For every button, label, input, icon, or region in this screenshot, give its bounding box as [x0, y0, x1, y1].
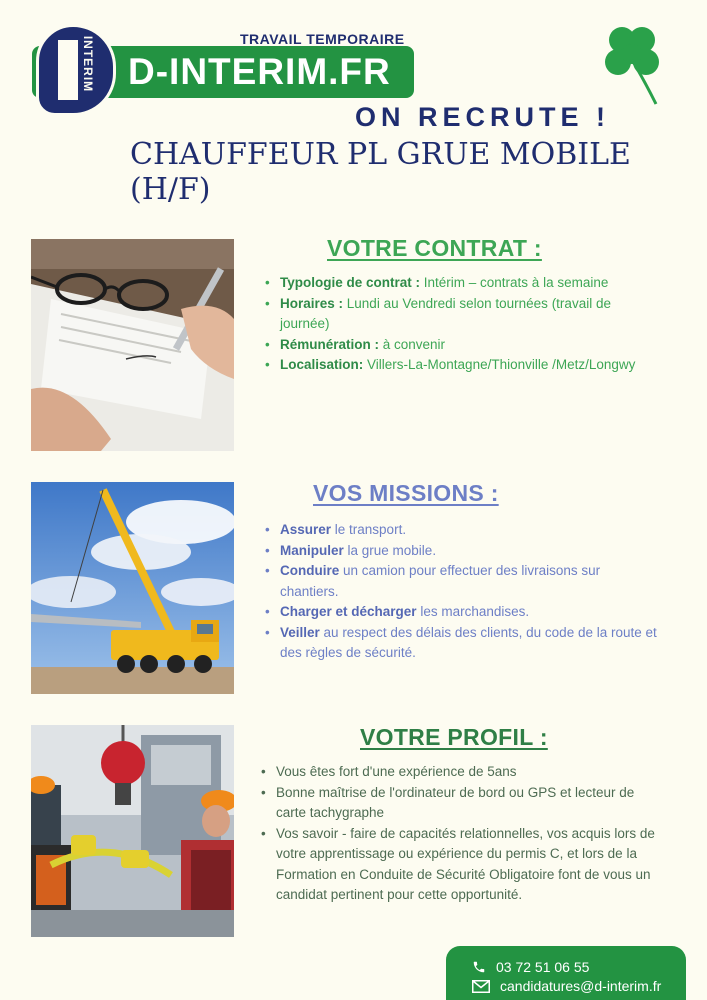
mail-icon — [472, 980, 490, 993]
list-item: • Vos savoir - faire de capacités relationnelles, vos acquis lors de votre apprentissage ou expérience du permis C, et lors de la Formation en Conduite de Sécurité Obligatoire font de vous un candidat pertinent pour cette opportunité. — [258, 824, 658, 906]
list-item: • Horaires : Lundi au Vendredi selon tournées (travail de journée) — [262, 294, 662, 335]
missions-section-title: VOS MISSIONS : — [313, 480, 499, 506]
missions-list — [262, 520, 662, 664]
list-item: • Bonne maîtrise de l'ordinateur de bord ou GPS et lecteur de carte tachygraphe — [258, 783, 658, 824]
list-item: • Veiller au respect des délais des clients, du code de la route et des règles de sécurité. — [262, 623, 662, 664]
logo-badge-text: INTERIM — [81, 35, 95, 93]
logo-brand: D-INTERIM.FR — [128, 51, 391, 92]
list-item: • Assurer le transport. — [262, 520, 662, 541]
contract-list — [262, 273, 662, 376]
recruit-heading: ON RECRUTE ! — [355, 102, 610, 132]
email-address: candidatures@d-interim.fr — [500, 978, 662, 994]
job-title: CHAUFFEUR PL GRUE MOBILE (H/F) — [130, 137, 631, 207]
list-item: • Manipuler la grue mobile. — [262, 541, 662, 562]
profile-list — [258, 762, 658, 906]
list-item: • Rémunération : à convenir — [262, 335, 662, 356]
list-item: • Charger et décharger les marchandises. — [262, 602, 662, 623]
clover-icon — [596, 18, 668, 108]
list-item: • Typologie de contrat : Intérim – contrats à la semaine — [262, 273, 662, 294]
contract-section-title: VOTRE CONTRAT : — [327, 235, 542, 261]
logo-tagline: TRAVAIL TEMPORAIRE — [240, 31, 405, 47]
profile-section-title: VOTRE PROFIL : — [360, 724, 548, 750]
list-item: • Localisation: Villers-La-Montagne/Thionville /Metz/Longwy — [262, 355, 662, 376]
contact-email[interactable] — [472, 978, 661, 994]
phone-number: 03 72 51 06 55 — [496, 959, 590, 975]
mobile-crane-photo — [31, 482, 234, 694]
contact-phone[interactable] — [472, 959, 589, 975]
workers-lifting-photo — [31, 725, 234, 937]
list-item: • Conduire un camion pour effectuer des livraisons sur chantiers. — [262, 561, 662, 602]
phone-icon — [472, 960, 486, 974]
contract-signing-photo — [31, 239, 234, 451]
list-item: • Vous êtes fort d'une expérience de 5ans — [258, 762, 658, 783]
